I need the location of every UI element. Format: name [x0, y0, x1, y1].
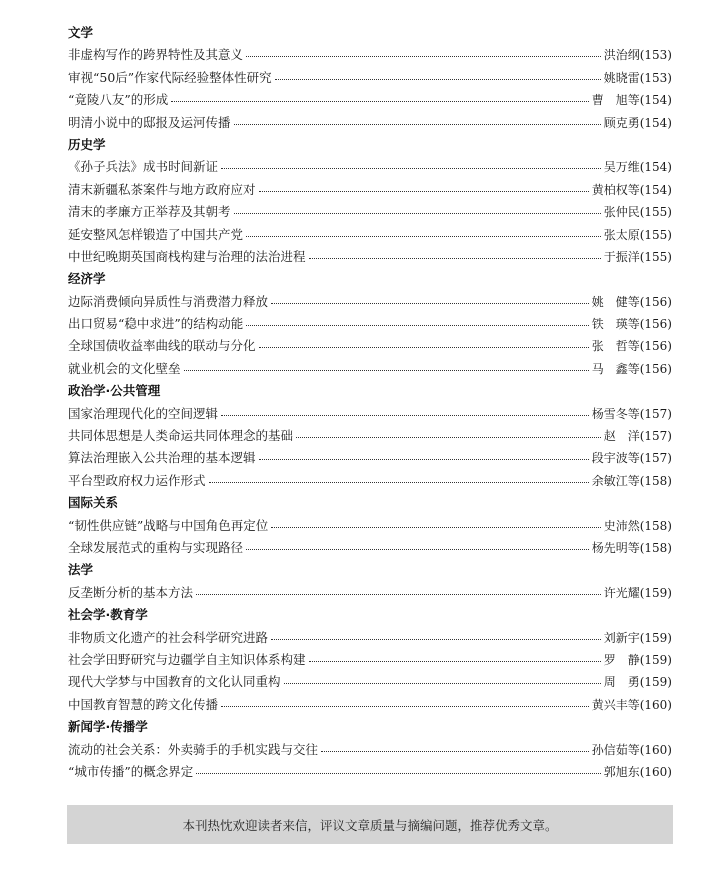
author-page: 马 鑫等(156) [591, 361, 672, 376]
article-title: 平台型政府权力运作形式 [68, 472, 206, 488]
toc-entry[interactable] [68, 403, 672, 425]
toc-section [68, 380, 672, 492]
toc-entry[interactable] [68, 649, 672, 671]
section-heading: 法学 [68, 562, 94, 578]
toc-entry[interactable] [68, 201, 672, 223]
dot-leader [196, 773, 600, 774]
author-page: 罗 静(159) [603, 652, 672, 667]
dot-leader [246, 325, 588, 326]
article-title: 流动的社会关系：外卖骑手的手机实践与交往 [68, 741, 319, 757]
author-page: 张 哲等(156) [591, 339, 672, 354]
author-page: 洪治纲(153) [603, 48, 672, 63]
article-title: 《孙子兵法》成书时间新证 [68, 159, 219, 175]
article-title: 国家治理现代化的空间逻辑 [68, 405, 219, 421]
toc-entry[interactable] [68, 537, 672, 559]
dot-leader [209, 482, 589, 483]
author-page: 史沛然(158) [603, 518, 672, 533]
article-title: 边际消费倾向异质性与消费潜力释放 [68, 293, 269, 309]
author-page: 姚晓雷(153) [603, 70, 672, 85]
toc-section [68, 604, 672, 716]
author-page: 吴万维(154) [603, 160, 672, 175]
toc-entry[interactable] [68, 470, 672, 492]
author-page: 杨雪冬等(157) [591, 406, 672, 421]
section-heading: 文学 [68, 25, 94, 40]
toc-entry[interactable] [68, 358, 672, 380]
toc-entry[interactable] [68, 694, 672, 716]
article-title: 出口贸易“稳中求进”的结构动能 [68, 316, 244, 332]
article-title: “城市传播”的概念界定 [68, 763, 194, 779]
article-title: 全球国债收益率曲线的联动与分化 [68, 338, 256, 354]
toc-section [68, 22, 672, 134]
author-page: 姚 健等(156) [591, 294, 672, 309]
author-page: 刘新宇(159) [603, 630, 672, 645]
article-title: 中国教育智慧的跨文化传播 [68, 696, 219, 712]
author-page: 余敏江等(158) [591, 473, 672, 488]
dot-leader [309, 258, 601, 259]
author-page: 黄柏权等(154) [591, 182, 672, 197]
author-page: 郭旭东(160) [603, 764, 672, 779]
author-page: 黄兴丰等(160) [591, 697, 672, 712]
dot-leader [171, 101, 588, 102]
dot-leader [259, 347, 589, 348]
article-title: 明清小说中的邸报及运河传播 [68, 114, 231, 130]
table-of-contents [68, 22, 672, 783]
author-page: 于振洋(155) [603, 249, 672, 264]
dot-leader [309, 661, 601, 662]
dot-leader [234, 124, 601, 125]
toc-entry[interactable] [68, 313, 672, 335]
section-heading: 社会学·教育学 [68, 607, 148, 623]
toc-entry[interactable] [68, 291, 672, 313]
article-title: “竟陵八友”的形成 [68, 92, 169, 108]
toc-entry[interactable] [68, 739, 672, 761]
article-title: 反垄断分析的基本方法 [68, 584, 194, 600]
dot-leader [234, 213, 601, 214]
author-page: 孙信茹等(160) [591, 742, 672, 757]
reader-notice-text: 本刊热忱欢迎读者来信，评议文章质量与摘编问题，推荐优秀文章。 [182, 817, 558, 833]
author-page: 杨先明等(158) [591, 540, 672, 555]
dot-leader [196, 594, 601, 595]
article-title: 社会学田野研究与边疆学自主知识体系构建 [68, 651, 306, 667]
toc-entry[interactable] [68, 761, 672, 783]
dot-leader [246, 549, 589, 550]
author-page: 张仲民(155) [603, 205, 672, 220]
toc-section [68, 559, 672, 604]
toc-entry[interactable] [68, 44, 672, 66]
dot-leader [246, 56, 601, 57]
article-title: 审视“50后”作家代际经验整体性研究 [68, 69, 272, 85]
toc-entry[interactable] [68, 515, 672, 537]
toc-entry[interactable] [68, 447, 672, 469]
toc-entry[interactable] [68, 156, 672, 178]
article-title: 中世纪晚期英国商栈构建与治理的法治进程 [68, 248, 306, 264]
article-title: 全球发展范式的重构与实现路径 [68, 539, 244, 555]
author-page: 段宇波等(157) [591, 451, 672, 466]
dot-leader [221, 706, 589, 707]
article-title: 清末的孝廉方正举荐及其朝考 [68, 204, 231, 220]
section-heading: 历史学 [68, 136, 106, 152]
article-title: 共同体思想是人类命运共同体理念的基础 [68, 428, 294, 444]
section-heading: 经济学 [68, 271, 106, 287]
toc-entry[interactable] [68, 224, 672, 246]
toc-entry[interactable] [68, 335, 672, 357]
article-title: 非虚构写作的跨界特性及其意义 [68, 47, 244, 63]
author-page: 张太原(155) [603, 227, 672, 242]
toc-entry[interactable] [68, 582, 672, 604]
dot-leader [259, 191, 589, 192]
dot-leader [284, 683, 601, 684]
section-heading: 国际关系 [68, 495, 119, 511]
toc-entry[interactable] [68, 179, 672, 201]
reader-notice-banner [67, 805, 673, 844]
author-page: 铁 瑛等(156) [591, 317, 672, 332]
author-page: 顾克勇(154) [603, 115, 672, 130]
toc-entry[interactable] [68, 425, 672, 447]
article-title: 现代大学梦与中国教育的文化认同重构 [68, 674, 281, 690]
toc-section [68, 716, 672, 783]
toc-entry[interactable] [68, 627, 672, 649]
article-title: 延安整风怎样锻造了中国共产党 [68, 226, 244, 242]
dot-leader [275, 79, 601, 80]
author-page: 赵 洋(157) [603, 429, 672, 444]
dot-leader [221, 168, 601, 169]
toc-section [68, 134, 672, 268]
section-heading: 新闻学·传播学 [68, 719, 148, 735]
dot-leader [296, 437, 601, 438]
author-page: 周 勇(159) [603, 675, 672, 690]
author-page: 许光耀(159) [603, 585, 672, 600]
author-page: 曹 旭等(154) [591, 93, 672, 108]
article-title: “韧性供应链”战略与中国角色再定位 [68, 517, 269, 533]
article-title: 就业机会的文化壁垒 [68, 360, 181, 376]
dot-leader [271, 639, 601, 640]
article-title: 算法治理嵌入公共治理的基本逻辑 [68, 450, 256, 466]
toc-entry[interactable] [68, 671, 672, 693]
article-title: 非物质文化遗产的社会科学研究进路 [68, 629, 269, 645]
dot-leader [271, 527, 600, 528]
toc-entry[interactable] [68, 112, 672, 134]
toc-entry[interactable] [68, 246, 672, 268]
dot-leader [184, 370, 589, 371]
article-title: 清末新疆私茶案件与地方政府应对 [68, 181, 256, 197]
dot-leader [271, 303, 589, 304]
toc-section [68, 492, 672, 559]
section-heading: 政治学·公共管理 [68, 383, 161, 399]
dot-leader [221, 415, 589, 416]
toc-entry[interactable] [68, 89, 672, 111]
dot-leader [259, 459, 589, 460]
toc-section [68, 268, 672, 380]
dot-leader [246, 236, 601, 237]
dot-leader [321, 751, 589, 752]
toc-entry[interactable] [68, 67, 672, 89]
